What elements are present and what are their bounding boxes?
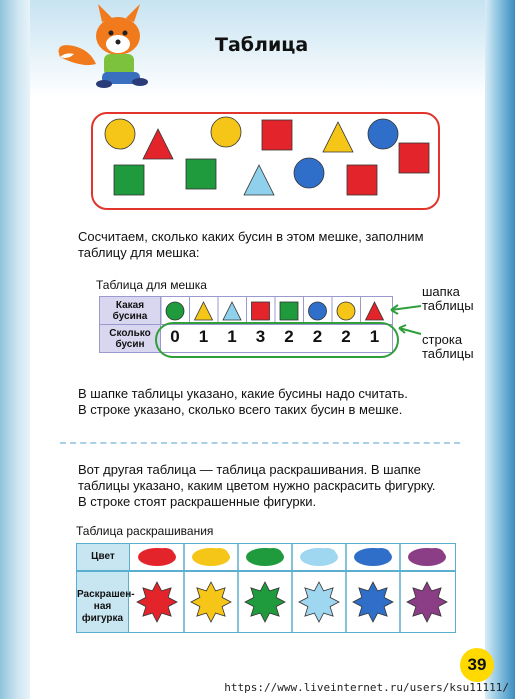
- intro-line-2: таблицу для мешка:: [78, 245, 200, 260]
- coloring-table-cells: [130, 544, 455, 632]
- header-label-line-2: бусина: [112, 311, 148, 322]
- row-side-label: [422, 333, 474, 361]
- bag-bead-triangle: [323, 122, 353, 152]
- explain-line-1: В шапке таблицы указано, какие бусины надо считать.: [78, 386, 408, 401]
- page-frame-right: [485, 0, 515, 699]
- row-label-line-2: бусин: [115, 339, 145, 350]
- header-side-label-1: шапка: [422, 284, 460, 299]
- bag-bead-circle: [294, 158, 324, 188]
- bag-bead-square: [114, 165, 144, 195]
- coloring-line-2: таблицы указано, каким цветом нужно раскрасить фигурку.: [78, 478, 436, 493]
- bag-table-header-label: [100, 297, 161, 324]
- label-arrows: [385, 290, 425, 340]
- color-splash-part: [372, 548, 390, 560]
- bag-bead-circle: [105, 119, 135, 149]
- row-side-label-2: таблицы: [422, 346, 474, 361]
- coloring-table-header-label: Цвет: [77, 544, 130, 570]
- coloring-row-label-1: Раскрашен-: [77, 589, 135, 600]
- section-divider: [60, 442, 460, 444]
- coloring-line-3: В строке стоят раскрашенные фигурки.: [78, 494, 317, 509]
- table-row-highlight: [155, 322, 399, 358]
- color-splash-part: [426, 548, 444, 560]
- colored-star: [245, 582, 285, 622]
- color-splash-part: [318, 548, 336, 560]
- bag-bead-square: [186, 159, 216, 189]
- coloring-line-1: Вот другая таблица — таблица раскрашивания. В шапке: [78, 462, 421, 477]
- coloring-table: [76, 543, 456, 633]
- header-side-label-2: таблицы: [422, 298, 474, 313]
- bag-bead-circle: [211, 117, 241, 147]
- bag-table-count: 1: [369, 327, 380, 346]
- coloring-row-label-2: ная фигурка: [81, 601, 124, 624]
- intro-line-1: Сосчитаем, сколько каких бусин в этом мешке, заполним: [78, 229, 424, 244]
- color-splash-part: [156, 548, 174, 560]
- bag-table-row-label: [100, 325, 161, 352]
- fox-illustration: [52, 2, 162, 90]
- bag-table-count: 2: [284, 327, 294, 346]
- bag-table-count: 3: [255, 327, 266, 346]
- bag-table-count: 0: [170, 327, 180, 346]
- bag-bead-square: [347, 165, 377, 195]
- page-frame-left: [0, 0, 30, 699]
- bead-bag-shapes: [91, 112, 441, 210]
- color-splash-part: [264, 548, 282, 560]
- colored-star: [353, 582, 393, 622]
- colored-star: [137, 582, 177, 622]
- explain-line-2: В строке указано, сколько всего таких бусин в мешке.: [78, 402, 403, 417]
- coloring-table-row-label: [77, 571, 135, 632]
- coloring-table-caption: Таблица раскрашивания: [76, 524, 214, 538]
- bag-bead-square: [262, 120, 292, 150]
- header-label-line-1: Какая: [115, 300, 145, 311]
- bag-bead-circle: [368, 119, 398, 149]
- page-title: Таблица: [215, 34, 309, 56]
- bag-table-count: 1: [198, 327, 209, 346]
- bag-bead-square: [399, 143, 429, 173]
- watermark-url: https://www.liveinternet.ru/users/ksu11111/: [224, 681, 509, 694]
- colored-star: [191, 582, 231, 622]
- bag-table-count: 2: [341, 327, 351, 346]
- colored-star: [407, 582, 447, 622]
- bag-bead-triangle: [244, 165, 274, 195]
- colored-star: [299, 582, 339, 622]
- row-side-label-1: строка: [422, 332, 463, 347]
- bag-table-caption: Таблица для мешка: [96, 278, 207, 292]
- bag-table-count: 1: [227, 327, 237, 346]
- bag-table-count: 2: [312, 327, 323, 346]
- header-side-label: [422, 285, 474, 313]
- color-splash-part: [210, 548, 228, 560]
- page-number: 39: [460, 648, 494, 682]
- bag-bead-triangle: [143, 129, 173, 159]
- row-label-line-1: Сколько: [109, 328, 151, 339]
